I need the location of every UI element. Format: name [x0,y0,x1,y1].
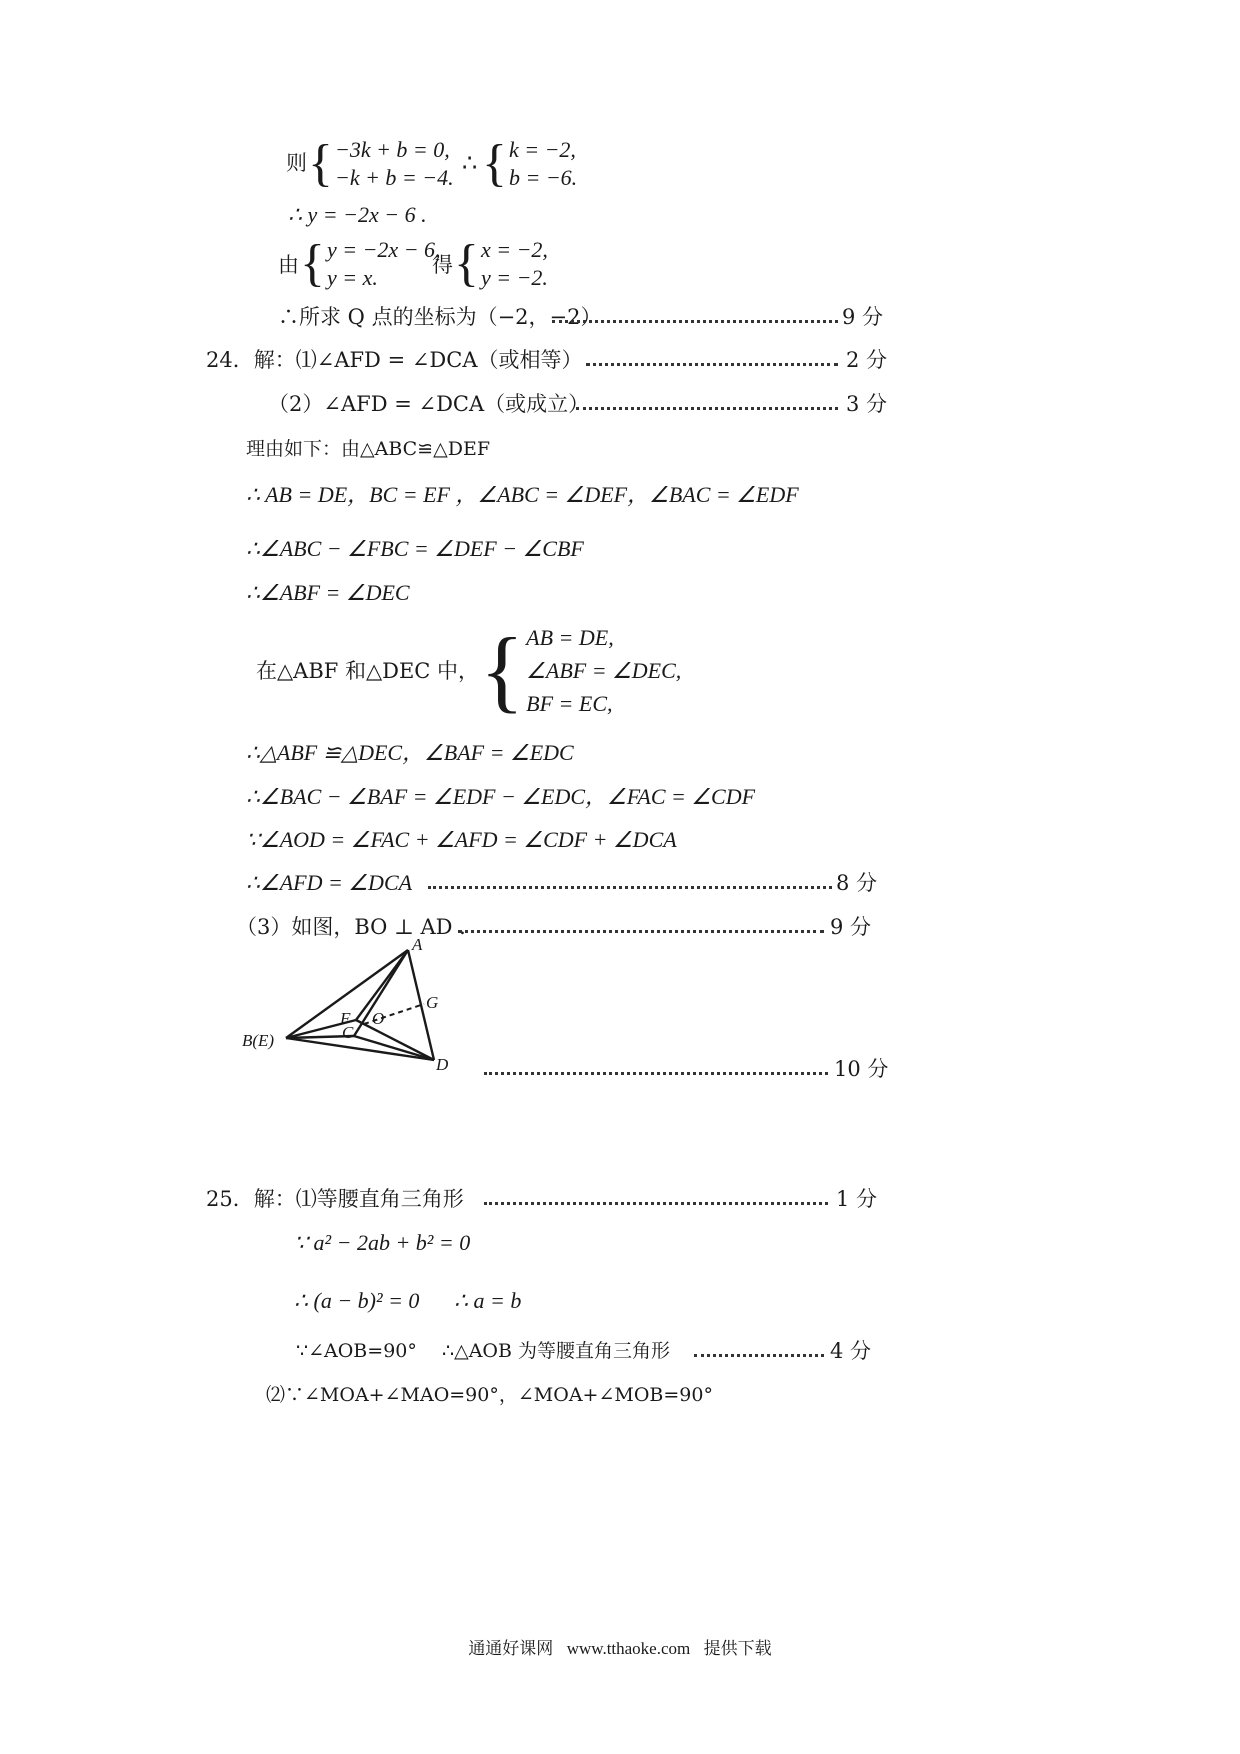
q24-in-triangles: 在△ABF 和△DEC 中， [256,659,480,683]
q24-step7-score: 8 分 [836,871,878,895]
triangle-figure [236,934,476,1084]
footer-url[interactable]: www.tthaoke.com [566,1639,691,1658]
q24-part2: （2）∠AFD = ∠DCA（或成立） [268,392,590,416]
q23-sys2-eq1: k = −2, [508,137,576,162]
q24-step7-leader [428,886,832,889]
q24-step4: ∴△ABF ≌△DEC，∠BAF = ∠EDC [246,740,574,765]
q25-part1: 25．解：⑴等腰直角三角形 [206,1187,464,1211]
q24-part3: （3）如图，BO ⊥ AD . [236,915,466,939]
label-c: C [342,1023,354,1042]
label-f: F [340,1009,351,1028]
q25-step2a: ∴ (a − b)² = 0 [294,1288,420,1313]
label-b-e: B(E) [242,1031,275,1050]
q23-therefore-1: ∴ [462,149,478,177]
q23-system-3: { y = −2x − 6, y = x. [300,235,441,292]
q24-step2: ∴∠ABC − ∠FBC = ∠DEF − ∠CBF [246,536,584,561]
q24-step5: ∴∠BAC − ∠BAF = ∠EDF − ∠EDC，∠FAC = ∠CDF [246,784,756,809]
q23-system-2: { k = −2, b = −6. [482,135,578,192]
q23-sys3-eq2: y = x. [326,265,378,290]
q24-figure-score: 10 分 [834,1057,889,1081]
q24-part1-leader [586,363,838,366]
q23-prefix-then: 则 [286,151,307,175]
q24-part2-score: 3 分 [846,392,888,416]
q23-sys4-eq1: x = −2, [480,237,548,262]
q24-part2-leader [576,407,838,410]
q23-sys1-eq1: −3k + b = 0, [334,137,450,162]
q24-step3: ∴∠ABF = ∠DEC [246,580,410,605]
label-a: A [412,935,423,954]
q25-part2: ⑵∵∠MOA+∠MAO=90°，∠MOA+∠MOB=90° [266,1384,713,1406]
q23-conclusion: ∴所求 Q 点的坐标为（−2，−2） [278,305,602,329]
q24-figure-leader [484,1072,828,1075]
q23-system-4: { x = −2, y = −2. [454,235,548,292]
q24-sys-eq3: BF = EC, [526,690,613,716]
q23-word-get: 得 [432,253,453,277]
footer-suffix: 提供下载 [703,1639,772,1659]
q24-part3-leader [458,930,824,933]
q23-system-1: { −3k + b = 0, −k + b = −4. [308,135,454,192]
q23-score: 9 分 [842,305,884,329]
q23-line-y-equals: ∴ y = −2x − 6 . [288,202,427,227]
q24-step1: ∴ AB = DE，BC = EF ，∠ABC = ∠DEF，∠BAC = ∠EDF [246,482,799,507]
q24-step6: ∵∠AOD = ∠FAC + ∠AFD = ∠CDF + ∠DCA [246,827,677,852]
q24-congruence-system: { AB = DE, ∠ABF = ∠DEC, BF = EC, [480,619,682,721]
label-d: D [436,1055,449,1074]
q24-part1: 24．解：⑴∠AFD = ∠DCA（或相等） [206,348,583,372]
q23-prefix-from: 由 [278,253,299,277]
q25-part1-score: 1 分 [836,1187,878,1211]
q23-sys4-eq2: y = −2. [480,265,548,290]
q24-reason: 理由如下：由△ABC≌△DEF [246,438,491,460]
q24-step7: ∴∠AFD = ∠DCA [246,870,413,895]
q24-sys-eq2: ∠ABF = ∠DEC, [526,657,682,683]
footer-site-name: 通通好课网 [468,1639,554,1659]
label-g: G [426,993,439,1012]
q23-sys2-eq2: b = −6. [508,165,578,190]
q25-part1-leader [484,1202,828,1205]
q25-step3-leader [694,1354,824,1357]
q23-sys3-eq1: y = −2x − 6, [326,237,441,262]
q24-part1-score: 2 分 [846,348,888,372]
q25-step1: ∵ a² − 2ab + b² = 0 [294,1230,471,1255]
q25-step3a: ∵∠AOB=90° [296,1340,417,1362]
q23-sys1-eq2: −k + b = −4. [334,165,454,190]
q25-step3-score: 4 分 [830,1339,872,1363]
q24-part3-score: 9 分 [830,915,872,939]
q25-step2b: ∴ a = b [454,1288,522,1313]
page-footer [0,1634,1240,1659]
q24-sys-eq1: AB = DE, [526,624,614,650]
label-o: O [372,1009,385,1028]
q25-step3b: ∴△AOB 为等腰直角三角形 [442,1340,671,1362]
q23-leader-dots [552,320,838,323]
